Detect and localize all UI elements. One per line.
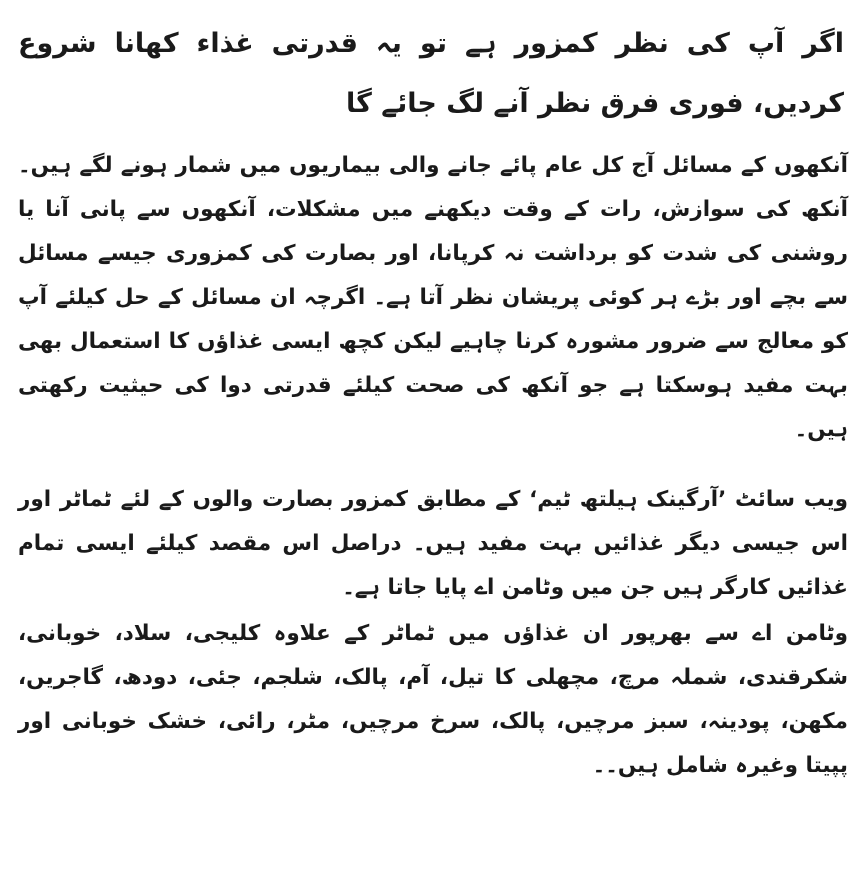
article-headline: اگر آپ کی نظر کمزور ہے تو یہ قدرتی غذاء کھانا شروع کردیں، فوری فرق نظر آنے لگ جائے گا [18,28,844,119]
article-paragraph-1: آنکھوں کے مسائل آج کل عام پائے جانے والی بیماریوں میں شمار ہونے لگے ہیں۔ آنکھ کی سوازش، رات کے وقت دیکھنے میں مشکلات، آنکھوں سے پانی آنا یا روشنی کی شدت کو برداشت نہ کرپانا، اور بصارت کی کمزوری جیسے مسائل سے بچے اور بڑے ہر کوئی پریشان نظر آتا ہے۔ اگرچہ ان مسائل کے حل کیلئے آپ کو معالج سے ضرور مشورہ کرنا چاہیے لیکن کچھ ایسی غذاؤں کا استعمال بھی بہت مفید ہوسکتا ہے جو آنکھ کی صحت کیلئے قدرتی دوا کی حیثیت رکھتی ہیں۔ [18,153,848,442]
article [18,14,848,814]
article-paragraph-2: ویب سائٹ ’آرگینک ہیلتھ ٹیم‘ کے مطابق کمزور بصارت والوں کے لئے ٹماٹر اور اس جیسی دیگر غذائیں بہت مفید ہیں۔ دراصل اس مقصد کیلئے ایسی تمام غذائیں کارگر ہیں جن میں وٹامن اے پایا جاتا ہے۔ [18,487,848,600]
article-paragraph-3: وٹامن اے سے بھرپور ان غذاؤں میں ٹماٹر کے علاوہ کلیجی، سلاد، خوبانی، شکرقندی، شملہ مرچ، مچھلی کا تیل، آم، پالک، شلجم، جئی، دودھ، گاجریں، مکھن، پودینہ، سبز مرچیں، پالک، سرخ مرچیں، مٹر، رائی، خشک خوبانی اور پپیتا وغیرہ شامل ہیں۔۔ [18,621,848,778]
